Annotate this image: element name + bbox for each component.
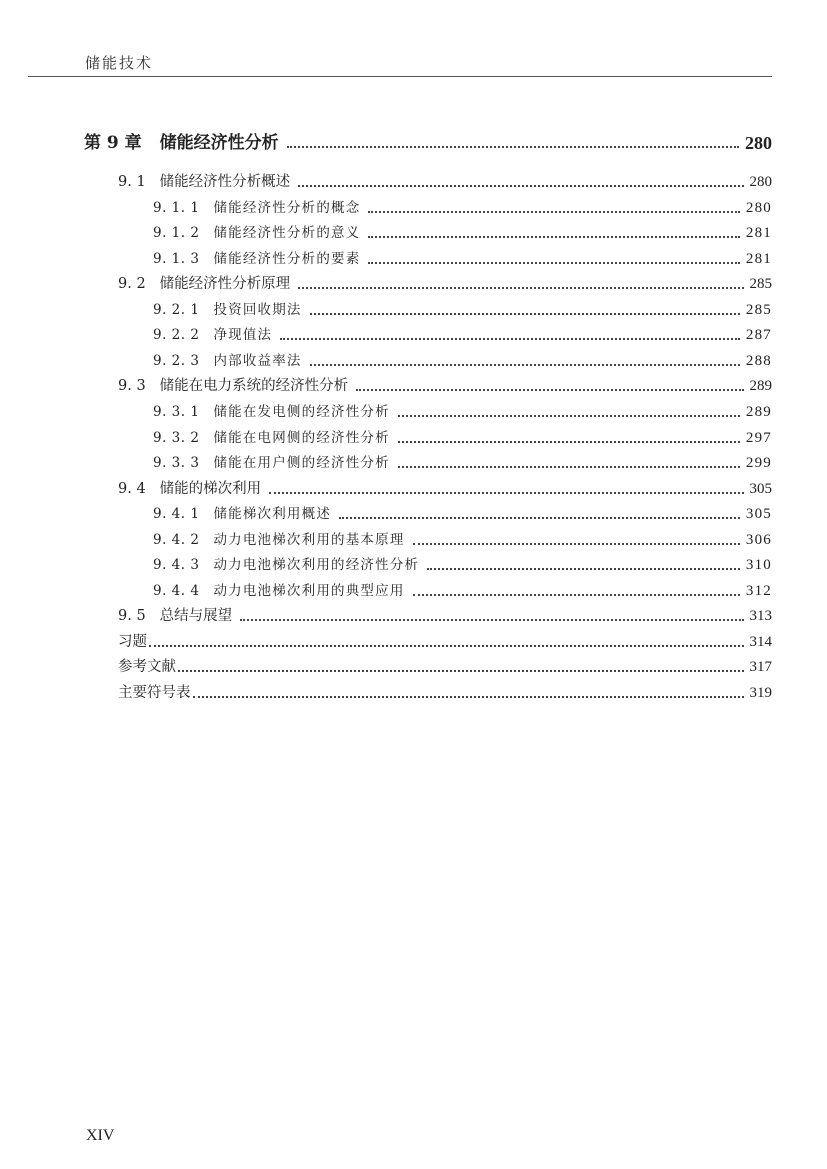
toc-entry-section[interactable] (118, 269, 772, 293)
toc-entry-title: 储能梯次利用概述 (213, 506, 332, 523)
toc-entry-title: 习题 (118, 633, 147, 650)
dot-leader (427, 568, 740, 570)
toc-entry-sub[interactable] (153, 218, 772, 242)
toc-entry-sub[interactable] (153, 423, 772, 447)
toc-entry-title: 净现值法 (213, 327, 273, 344)
toc-entry-title: 参考文献 (118, 659, 176, 676)
toc-entry-page: 281 (745, 250, 772, 267)
toc-entry-sub[interactable] (153, 499, 772, 523)
toc-entry-page: 288 (745, 352, 772, 369)
dot-leader (398, 441, 740, 443)
toc-chapter-entry[interactable] (84, 128, 772, 152)
toc-entry-page: 285 (749, 276, 772, 293)
toc-entry-title: 储能经济性分析的概念 (213, 199, 361, 216)
toc-entry-page: 287 (745, 327, 772, 344)
toc-entry-back[interactable] (118, 652, 772, 676)
toc-entry-number: 9. 4. 4 (153, 582, 200, 599)
toc-entry-page: 305 (745, 506, 772, 523)
dot-leader (287, 146, 739, 148)
toc-entry-title: 储能在电网侧的经济性分析 (213, 429, 390, 446)
header-rule (28, 76, 772, 77)
toc-entry-title: 动力电池梯次利用的经济性分析 (213, 557, 420, 574)
dot-leader (298, 287, 743, 289)
toc-entry-title: 储能经济性分析的意义 (213, 225, 361, 242)
toc-entry-title: 内部收益率法 (213, 352, 302, 369)
toc-entry-sub[interactable] (153, 193, 772, 217)
toc-entry-page: 299 (745, 455, 772, 472)
toc-entry-sub[interactable] (153, 448, 772, 472)
dot-leader (398, 415, 740, 417)
toc-entry-number: 9. 5 (118, 608, 146, 625)
dot-leader (368, 262, 739, 264)
toc-entry-number: 9. 3. 3 (153, 455, 200, 472)
toc-entry-number: 9. 1 (118, 174, 146, 190)
dot-leader (178, 670, 744, 672)
toc-entry-page: 317 (749, 659, 772, 676)
dot-leader (298, 185, 743, 187)
toc-entry-number: 9. 4. 1 (153, 506, 200, 523)
toc-entry-page: 312 (745, 582, 772, 599)
toc-entry-number: 9. 1. 2 (153, 225, 200, 242)
dot-leader (413, 543, 740, 545)
toc-entry-page: 281 (745, 225, 772, 242)
toc-entry-number: 9. 3. 2 (153, 429, 200, 446)
toc-entry-page: 289 (749, 378, 772, 395)
toc-entry-title: 储能在发电侧的经济性分析 (213, 403, 390, 420)
dot-leader (339, 517, 740, 519)
toc-entry-number: 9. 3. 1 (153, 403, 200, 420)
toc-entry-sub[interactable] (153, 550, 772, 574)
toc-entry-sub[interactable] (153, 244, 772, 268)
toc-entry-number: 9. 3 (118, 378, 146, 395)
dot-leader (310, 364, 740, 366)
chapter-page: 280 (745, 133, 772, 153)
dot-leader (368, 236, 739, 238)
dot-leader (149, 645, 744, 647)
toc-entry-page: 314 (749, 633, 772, 650)
toc-entry-section[interactable] (118, 474, 772, 498)
dot-leader (413, 594, 740, 596)
toc-entry-section[interactable] (118, 601, 772, 625)
toc-entry-page: 310 (745, 557, 772, 574)
dot-leader (240, 619, 743, 621)
toc-entry-page: 319 (749, 685, 772, 701)
toc-entry-page: 297 (745, 429, 772, 446)
page-numeral: XIV (86, 1127, 115, 1144)
toc-entry-page: 306 (745, 531, 772, 548)
toc-entry-page: 313 (749, 608, 772, 625)
toc-entry-number: 9. 1. 3 (153, 250, 200, 267)
toc-entry-sub[interactable] (153, 525, 772, 549)
toc-entry-title: 储能经济性分析概述 (159, 174, 291, 190)
toc-entry-title: 储能的梯次利用 (159, 480, 262, 497)
toc-entry-number: 9. 2. 2 (153, 327, 200, 344)
toc-entry-sub[interactable] (153, 397, 772, 421)
chapter-title: 储能经济性分析 (159, 133, 279, 153)
toc-entry-title: 储能在电力系统的经济性分析 (159, 378, 349, 395)
toc-entry-sub[interactable] (153, 576, 772, 600)
toc-entry-number: 9. 2. 1 (153, 301, 200, 318)
toc-entry-page: 285 (745, 301, 772, 318)
toc-entry-title: 储能经济性分析原理 (159, 276, 291, 293)
dot-leader (280, 338, 740, 340)
toc-entry-page: 305 (749, 480, 772, 497)
toc-entry-number: 9. 2. 3 (153, 352, 200, 369)
toc-entry-title: 投资回收期法 (213, 301, 302, 318)
dot-leader (368, 211, 739, 213)
toc-entry-section[interactable] (118, 167, 772, 191)
toc-entry-page: 280 (745, 199, 772, 216)
dot-leader (356, 389, 743, 391)
toc-entry-page: 289 (745, 403, 772, 420)
toc-entry-number: 9. 4. 2 (153, 531, 200, 548)
toc-entry-sub[interactable] (153, 320, 772, 344)
dot-leader (193, 696, 744, 698)
toc-entry-number: 9. 4 (118, 480, 146, 497)
toc-entry-title: 主要符号表 (118, 685, 191, 701)
toc-entry-sub[interactable] (153, 346, 772, 370)
toc-entry-title: 动力电池梯次利用的典型应用 (213, 582, 405, 599)
toc-entry-title: 总结与展望 (159, 608, 233, 625)
chapter-number: 第 9 章 (84, 133, 142, 153)
toc-entry-section[interactable] (118, 371, 772, 395)
toc-entry-back[interactable] (118, 627, 772, 651)
running-head: 储能技术 (85, 54, 154, 72)
toc-entry-title: 动力电池梯次利用的基本原理 (213, 531, 405, 548)
toc-entry-title: 储能经济性分析的要素 (213, 250, 361, 267)
toc-entry-number: 9. 4. 3 (153, 557, 200, 574)
toc-entry-back[interactable] (118, 678, 772, 702)
toc-entry-page: 280 (749, 174, 772, 190)
dot-leader (398, 466, 740, 468)
toc-entry-number: 9. 2 (118, 276, 146, 293)
dot-leader (310, 313, 740, 315)
toc-entry-title: 储能在用户侧的经济性分析 (213, 455, 390, 472)
dot-leader (269, 492, 743, 494)
toc-entry-number: 9. 1. 1 (153, 199, 200, 216)
toc-entry-sub[interactable] (153, 295, 772, 319)
